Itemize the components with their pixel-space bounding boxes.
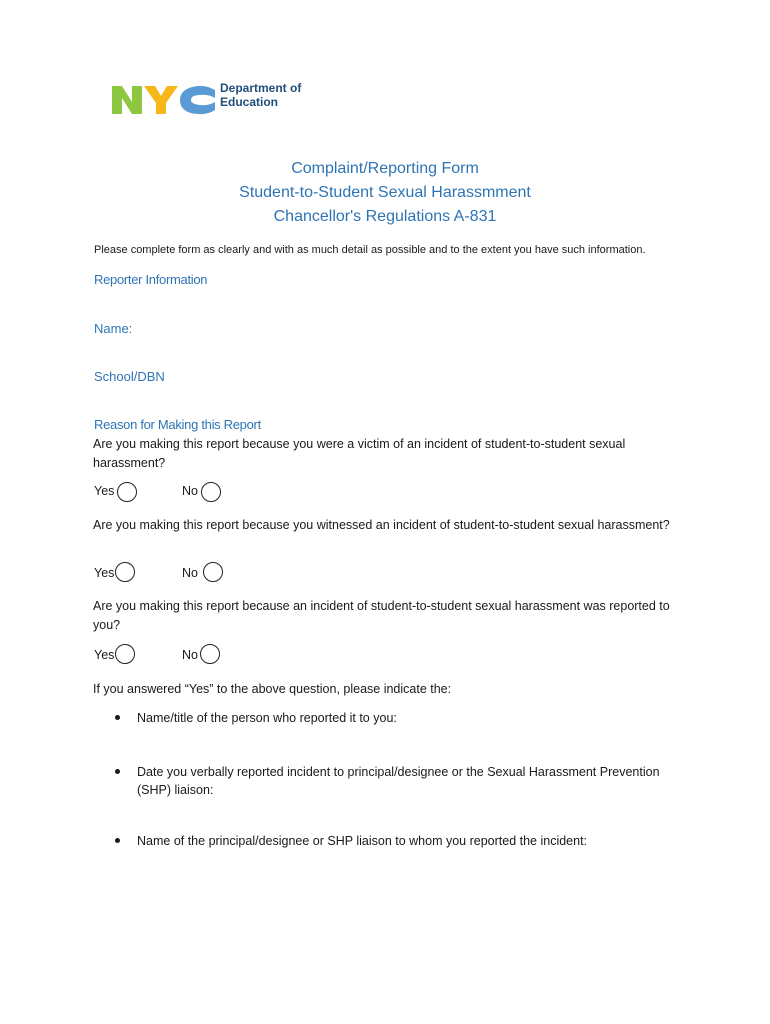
bullet-dot <box>115 769 120 774</box>
name-field-label: Name: <box>94 321 133 336</box>
logo-letter-c <box>180 86 215 114</box>
q2-no-label: No <box>182 566 198 580</box>
logo-letter-y <box>144 86 178 114</box>
q1-no-label: No <box>182 484 198 498</box>
bullet-dot <box>115 838 120 843</box>
bullet-dot <box>115 715 120 720</box>
q2-yes-radio[interactable] <box>115 562 135 582</box>
q3-yes-label: Yes <box>94 648 115 662</box>
form-subtitle: Student-to-Student Sexual Harassmment <box>239 184 531 201</box>
q1-no-radio[interactable] <box>201 482 221 502</box>
q1-yes-radio[interactable] <box>117 482 137 502</box>
question-victim: Are you making this report because you were a victim of an incident of student-to-student sexual harassment? <box>93 437 626 470</box>
question-witness: Are you making this report because you witnessed an incident of student-to-student sexual harassment? <box>93 518 670 532</box>
bullet-principal-liaison-name: Name of the principal/designee or SHP liaison to whom you reported the incident: <box>137 834 588 848</box>
q1-yes-label: Yes <box>94 484 115 498</box>
followup-instruction: If you answered “Yes” to the above question, please indicate the: <box>93 682 452 696</box>
bullet-date-reported: Date you verbally reported incident to principal/designee or the Sexual Harassment Prevention (SHP) liaison: <box>137 765 660 797</box>
reason-section-heading: Reason for Making this Report <box>94 417 261 432</box>
q2-no-radio[interactable] <box>203 562 223 582</box>
q2-yes-label: Yes <box>94 566 115 580</box>
bullet-reporter-name-title: Name/title of the person who reported it to you: <box>137 711 397 725</box>
question-reported-to-you: Are you making this report because an incident of student-to-student sexual harassment was reported to you? <box>93 599 670 632</box>
q3-no-label: No <box>182 648 198 662</box>
q3-yes-radio[interactable] <box>115 644 135 664</box>
form-title: Complaint/Reporting Form <box>291 160 479 177</box>
school-dbn-field-label: School/DBN <box>94 369 165 384</box>
intro-instructions: Please complete form as clearly and with as much detail as possible and to the extent you have such information. <box>94 244 646 256</box>
form-regulation: Chancellor's Regulations A-831 <box>273 208 497 225</box>
reporter-section-heading: Reporter Information <box>94 272 208 287</box>
logo-letter-n <box>112 86 142 114</box>
q3-no-radio[interactable] <box>200 644 220 664</box>
department-name: Department of Education <box>220 81 302 109</box>
svg-text:NYC: NYC <box>112 119 115 120</box>
